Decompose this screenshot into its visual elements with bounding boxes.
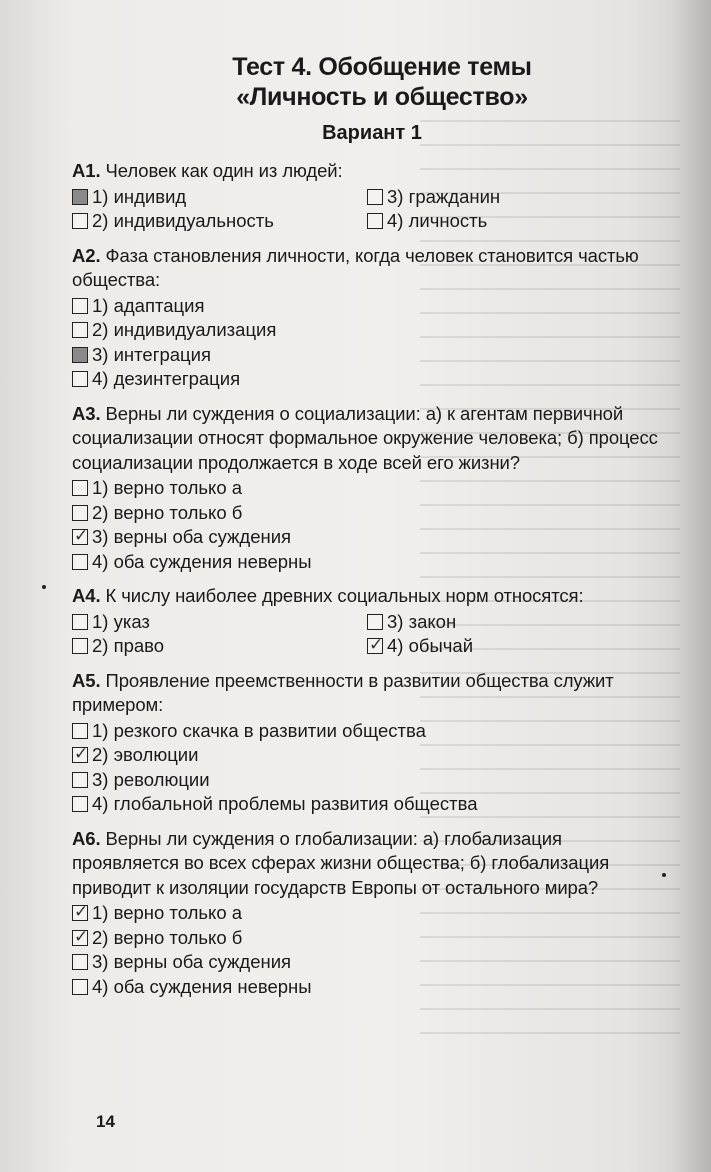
answer-option[interactable]: 2) индивидуальность: [72, 209, 362, 234]
checkbox[interactable]: [72, 371, 88, 387]
checkbox[interactable]: [72, 930, 88, 946]
checkbox[interactable]: [367, 213, 383, 229]
question-text: Проявление преемственности в развитии общества служит примером:: [72, 669, 614, 715]
answer-option[interactable]: 4) оба суждения неверны: [72, 975, 662, 1000]
answer-option[interactable]: ✓ 2) верно только б: [72, 926, 662, 951]
checkbox[interactable]: [72, 298, 88, 314]
answer-option[interactable]: 4) оба суждения неверны: [72, 550, 662, 575]
question-a4: [72, 584, 662, 659]
checkbox[interactable]: [367, 614, 383, 630]
answer-option[interactable]: 3) интеграция: [72, 343, 662, 368]
checkbox[interactable]: [72, 954, 88, 970]
answer-option[interactable]: 1) адаптация: [72, 294, 662, 319]
question-number: А2.: [72, 244, 101, 266]
answer-option[interactable]: 2) индивидуализация: [72, 318, 662, 343]
checkbox[interactable]: [367, 638, 383, 654]
checkbox[interactable]: [72, 189, 88, 205]
answer-option[interactable]: 3) верны оба суждения: [72, 950, 662, 975]
checkbox[interactable]: [72, 747, 88, 763]
answer-option[interactable]: 3) гражданин: [367, 185, 500, 210]
ink-speck: [42, 585, 46, 589]
question-number: А6.: [72, 827, 101, 849]
question-a2: [72, 244, 662, 392]
question-number: А5.: [72, 669, 101, 691]
answer-option[interactable]: 4) личность: [367, 209, 500, 234]
question-a1: [72, 159, 662, 234]
checkbox[interactable]: [367, 189, 383, 205]
checkbox[interactable]: [72, 480, 88, 496]
checkbox[interactable]: [72, 905, 88, 921]
question-text: К числу наиболее древних социальных норм относятся:: [105, 585, 584, 606]
question-text: Верны ли суждения о глобализации: а) глобализация проявляется во всех сферах жизни общества; б) глобализация приводит к изоляции государств Европы от остального мира?: [72, 827, 610, 898]
checkbox[interactable]: [72, 723, 88, 739]
answer-option[interactable]: ✓ 1) верно только а: [72, 901, 662, 926]
checkbox[interactable]: [72, 529, 88, 545]
checkbox[interactable]: [72, 554, 88, 570]
checkbox[interactable]: [72, 614, 88, 630]
question-number: А4.: [72, 585, 101, 606]
answer-option[interactable]: 4) глобальной проблемы развития общества: [72, 792, 662, 817]
checkbox[interactable]: [72, 213, 88, 229]
answer-option[interactable]: 2) верно только б: [72, 501, 662, 526]
answer-option[interactable]: 2) право: [72, 634, 362, 659]
answer-option[interactable]: 1) верно только а: [72, 476, 662, 501]
question-text: Верны ли суждения о социализации: а) к агентам первичной социализации относят формальное окружение человека; б) процесс социализации продолжается в ходе всей его жизни?: [72, 402, 658, 473]
variant-heading: Вариант 1: [322, 122, 422, 144]
checkbox[interactable]: [72, 979, 88, 995]
question-a6: [72, 827, 662, 1000]
question-text: Фаза становления личности, когда человек становится частью общества:: [72, 244, 639, 290]
test-content: [72, 52, 662, 999]
title-line-2: «Личность и общество»: [236, 83, 528, 111]
answer-option[interactable]: 1) резкого скачка в развитии общества: [72, 719, 662, 744]
checkbox[interactable]: [72, 505, 88, 521]
answer-option[interactable]: 3) закон: [367, 610, 473, 635]
checkbox[interactable]: [72, 322, 88, 338]
answer-option[interactable]: ✓ 2) эволюции: [72, 743, 662, 768]
question-number: А1.: [72, 160, 101, 181]
checkbox[interactable]: [72, 772, 88, 788]
answer-option[interactable]: 1) индивид: [72, 185, 362, 210]
checkbox[interactable]: [72, 796, 88, 812]
answer-option[interactable]: 3) революции: [72, 768, 662, 793]
checkbox[interactable]: [72, 347, 88, 363]
answer-option[interactable]: ✓ 4) обычай: [367, 634, 473, 659]
page-number: 14: [96, 1112, 115, 1131]
answer-option[interactable]: ✓ 3) верны оба суждения: [72, 525, 662, 550]
test-title: [102, 52, 662, 112]
answer-option[interactable]: 4) дезинтеграция: [72, 367, 662, 392]
question-a5: [72, 669, 662, 817]
ink-speck: [662, 873, 666, 877]
question-text: Человек как один из людей:: [105, 160, 343, 181]
title-line-1: Тест 4. Обобщение темы: [232, 53, 532, 81]
checkbox[interactable]: [72, 638, 88, 654]
answer-option[interactable]: 1) указ: [72, 610, 362, 635]
question-number: А3.: [72, 402, 101, 424]
question-a3: [72, 402, 662, 575]
